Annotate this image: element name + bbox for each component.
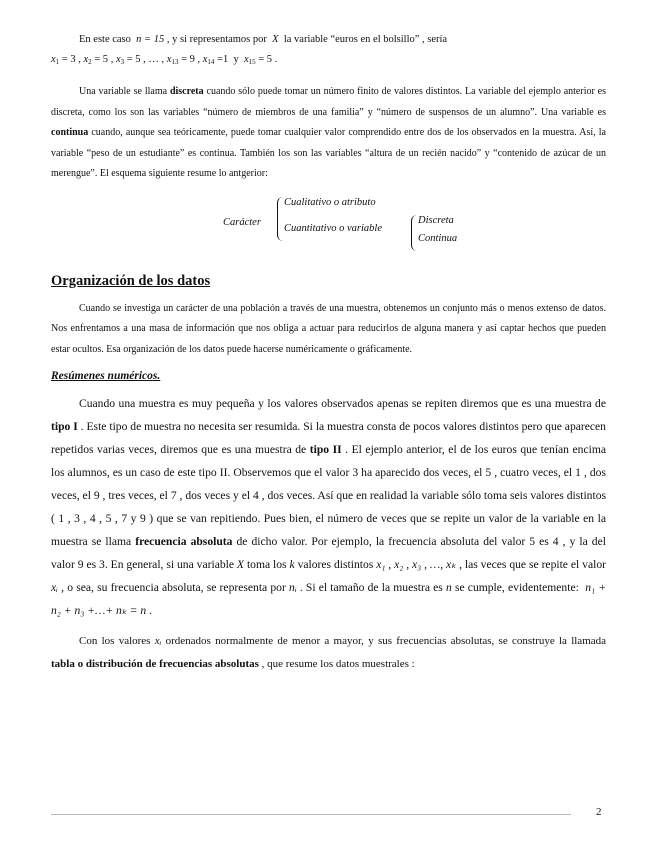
math-x: x (51, 54, 56, 65)
text: toma los (246, 558, 287, 571)
scheme-caracter: Carácter (223, 216, 261, 228)
values-line: $x_1 = 3$ , $x_2 = 5$ , $x_3 = 5$ , … , $x_{13} = 9$ , $x_{14} =1$ y $x_{15} = 5$ . (51, 54, 278, 66)
text: , y si representamos por (166, 34, 267, 45)
math-n: n = 15 (136, 34, 165, 45)
math-X: X (272, 34, 279, 45)
paragraph-resumenes (51, 392, 606, 622)
text: se cumple, evidentemente: (454, 581, 579, 594)
math-sum: n₁ + n₂ + n₃ +…+ nₖ = n (51, 581, 607, 617)
subscript: 2 (88, 58, 92, 66)
scheme-brace-main (277, 197, 283, 241)
scheme-cualitativo: Cualitativo o atributo (284, 196, 376, 208)
text: valores distintos (297, 558, 374, 571)
text: y (233, 54, 239, 65)
term-frecuencia-absoluta: frecuencia absoluta (135, 535, 233, 548)
term-tabla-frecuencias: tabla o distribución de frecuencias absolutas (51, 658, 259, 670)
subscript: 1 (55, 58, 60, 66)
page-number: 2 (596, 806, 602, 818)
subscript: 15 (248, 58, 256, 66)
value: = 3 (61, 54, 76, 65)
math-x: x (202, 54, 208, 65)
footer-rule (51, 814, 571, 815)
subsection-title: Resúmenes numéricos. (51, 370, 161, 382)
term-continua: continua (51, 127, 89, 138)
term-tipo-ii: tipo II (309, 443, 342, 456)
math-x: x (115, 54, 121, 65)
text: cuando, aunque sea teóricamente, puede tomar cualquier valor comprendido entre dos de los observados en la muestra. Así, la variable “peso de un estudiante” es continua. También los son las variables “altura de un recién nacido” y “contenido de azúcar de un merengue”. El esquema siguiente resume lo antgerior: (51, 127, 606, 179)
document-page (51, 30, 606, 676)
text: ordenados normalmente de menor a mayor, y sus frecuencias absolutas, se construye la llamada (165, 635, 607, 647)
math-xi: xᵢ (154, 635, 162, 647)
math-X: X (236, 558, 245, 571)
math-x-list: x₁ , x₂ , x₃ , …, xₖ (376, 558, 457, 571)
value: =1 (217, 54, 229, 65)
math-xi: xᵢ (51, 581, 58, 594)
value: = 5 (94, 54, 109, 65)
scheme-cuantitativo: Cuantitativo o variable (284, 222, 382, 234)
text: cuando sólo puede tomar un número finito de valores distintos. La variable del ejemplo anterior es discreta, como los son las variables “número de miembros de una familia” y “número de suspensos de un alumno”. Una variable es (51, 86, 607, 118)
math-x: x (243, 54, 249, 65)
value: = 9 (181, 54, 195, 65)
ellipsis: … , (148, 54, 165, 65)
scheme-brace-sub (411, 215, 417, 251)
paragraph-example-values (51, 30, 606, 50)
text: , las veces que se repite el valor (459, 558, 606, 571)
value: = 5 (258, 54, 273, 65)
paragraph-organizacion: Cuando se investiga un carácter de una población a través de una muestra, obtenemos un conjunto más o menos extenso de datos. Nos enfrentamos a una masa de información que nos obliga a actuar para reducirlos de alguna manera y así captar hechos que pueden estar ocultos. Esa organización de los datos puede hacerse numéricamente o gráficamente. (51, 302, 606, 355)
text: Cuando una muestra es muy pequeña y los valores observados apenas se repiten diremos que es una muestra de (79, 397, 606, 410)
text: Con los valores (79, 635, 151, 647)
text: , o sea, su frecuencia absoluta, se representa por (61, 581, 286, 594)
math-x: x (83, 54, 89, 65)
math-k: k (289, 558, 295, 571)
paragraph-tabla (51, 630, 606, 676)
text: de dicho valor. Por ejemplo, la frecuencia absoluta del valor 5 es 4 , y la del valor 9 es 3. En general, si una variable (51, 535, 606, 571)
subscript: 3 (120, 58, 125, 66)
text: , que resume los datos muestrales : (261, 658, 415, 670)
text: En este caso (79, 34, 131, 45)
value: = 5 (126, 54, 141, 65)
text: . (149, 604, 152, 617)
section-title: Organización de los datos (51, 272, 211, 289)
term-tipo-i: tipo I (51, 420, 78, 433)
math-n: n (445, 581, 452, 594)
text: . El ejemplo anterior, el de los euros que tenían encima los alumnos, es un caso de este tipo II. Observemos que el valor 3 ha aparecido dos veces, el 5 , cuatro veces, el 1 , dos veces, el 9 , tres veces, el 7 , dos veces y el 4 , dos veces. Así que en realidad la variable sólo toma seis valores distintos ( 1 , 3 , 4 , 5 , 7 y 9 ) que se van repitiendo. Pues bien, el número de veces que se repite un valor de la variable en la muestra se llama (51, 443, 606, 548)
paragraph-discreta-continua (51, 82, 606, 185)
term-discreta: discreta (169, 86, 204, 97)
subscript: 14 (207, 58, 215, 66)
subscript: 13 (171, 58, 179, 66)
text: Una variable se llama (79, 86, 168, 97)
text: la variable “euros en el bolsillo” , sería (283, 34, 448, 45)
math-ni: nᵢ (289, 581, 297, 594)
text: . Este tipo de muestra no necesita ser resumida. Si la muestra consta de pocos valores distintos pero que aparecen repetidos varias veces, diremos que es una muestra de (51, 420, 606, 456)
classification-scheme (51, 193, 606, 261)
scheme-discreta: Discreta (418, 214, 454, 226)
text: . Si el tamaño de la muestra es (299, 581, 443, 594)
math-x: x (166, 54, 172, 65)
scheme-continua: Continua (418, 232, 458, 244)
